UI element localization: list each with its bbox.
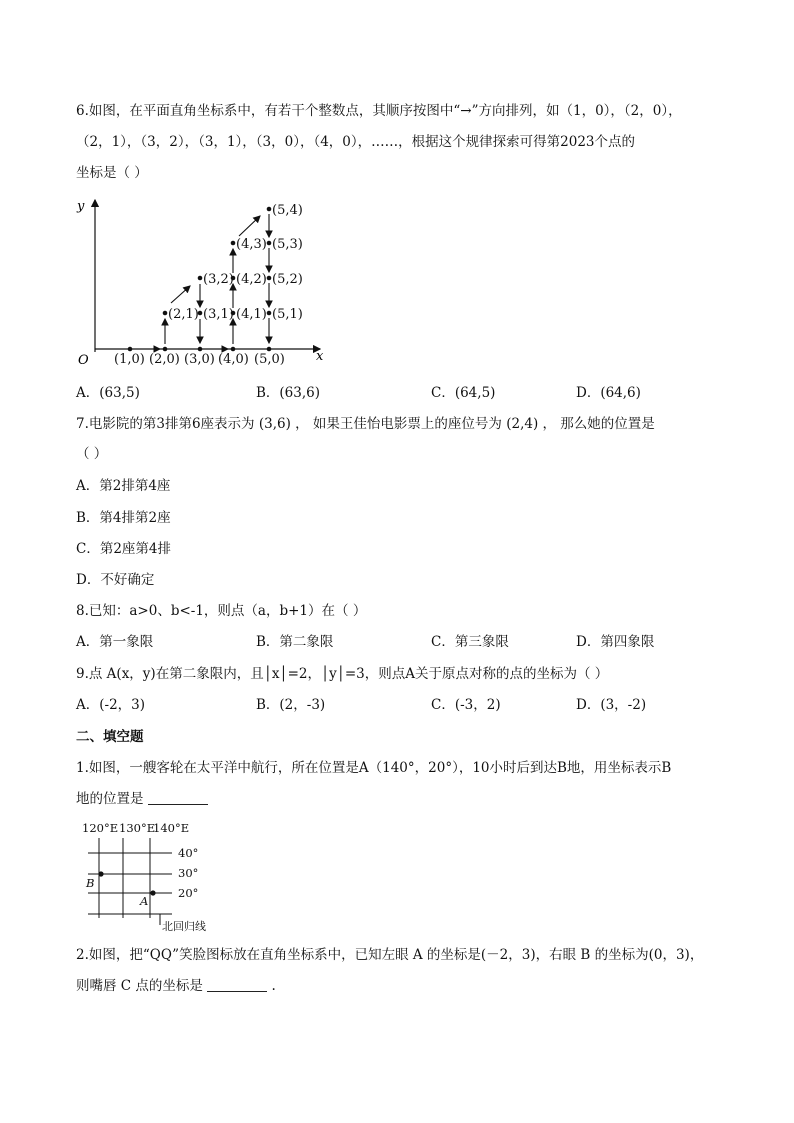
point-5-4 [267, 207, 272, 212]
q6-line3: 坐标是（ ） [76, 165, 148, 181]
arrow-2-1-to-3-2 [171, 286, 190, 303]
point-3-2 [198, 276, 203, 281]
point-3-0 [198, 347, 203, 352]
section-title: 二、填空题 [76, 729, 144, 745]
q6-option-d[interactable]: D．(64,6) [576, 385, 641, 401]
q8-option-c[interactable]: C．第三象限 [431, 634, 509, 650]
lat-20: 20° [178, 886, 199, 900]
label-4-0: (4,0) [218, 352, 249, 367]
f2-answer-blank[interactable] [207, 977, 267, 992]
point-b [98, 871, 103, 876]
q6-line1: 6.如图，在平面直角坐标系中，有若干个整数点，其顺序按图中“→”方向排列，如（1，0），（2，0）， [76, 103, 682, 119]
f1-answer-blank[interactable] [148, 790, 208, 805]
q9-option-c[interactable]: C．(-3，2) [431, 697, 501, 713]
label-1-0: (1,0) [114, 352, 145, 367]
q6-option-c[interactable]: C．(64,5) [431, 385, 496, 401]
origin-label: O [78, 353, 89, 368]
q9-line1: 9.点 A(x，y)在第二象限内，且│x│=2，│y│=3，则点A关于原点对称的点的坐标为（ ） [76, 666, 609, 682]
q8-option-a[interactable]: A．第一象限 [76, 634, 154, 650]
point-1-0 [128, 347, 133, 352]
lon-120: 120°E [82, 821, 119, 835]
q6-option-a[interactable]: A．(63,5) [76, 385, 140, 401]
q9-option-a[interactable]: A．(-2，3) [76, 697, 146, 713]
q6-option-b[interactable]: B．(63,6) [256, 385, 321, 401]
label-4-1: (4,1) [236, 307, 267, 322]
q7-option-b[interactable]: B．第4排第2座 [76, 510, 171, 526]
f1-line1: 1.如图，一艘客轮在太平洋中航行，所在位置是A（140°，20°），10小时后到达B地，用坐标表示B [76, 760, 672, 776]
point-2-1 [163, 311, 168, 316]
f2-line2 [76, 976, 276, 996]
q7-option-a[interactable]: A．第2排第4座 [76, 478, 171, 494]
arrow-4-3-to-5-4 [239, 216, 260, 236]
label-a: A [140, 894, 149, 908]
lon-140: 140°E [153, 821, 190, 835]
label-2-1: (2,1) [168, 307, 199, 322]
point-5-0 [267, 347, 272, 352]
q7-option-d[interactable]: D．不好确定 [76, 572, 155, 588]
q9-option-b[interactable]: B．(2，-3) [256, 697, 326, 713]
point-5-1 [267, 311, 272, 316]
label-5-2: (5,2) [272, 272, 303, 287]
label-5-1: (5,1) [272, 307, 303, 322]
f1-grid-figure [88, 838, 172, 925]
point-a [150, 890, 155, 895]
y-axis-label: y [77, 199, 85, 214]
q9-option-d[interactable]: D．(3，-2) [576, 697, 647, 713]
point-4-3 [231, 241, 236, 246]
f2-line2-text: 则嘴唇 C 点的坐标是 [76, 978, 203, 994]
q7-line1: 7.电影院的第3排第6座表示为 (3,6) ， 如果王佳怡电影票上的座位号为 (2,4) ， 那么她的位置是 [76, 416, 655, 432]
point-2-0 [163, 347, 168, 352]
lon-130: 130°E [119, 821, 156, 835]
f1-line2-text: 地的位置是 [76, 791, 144, 807]
f2-line1: 2.如图，把“QQ”笑脸图标放在直角坐标系中，已知左眼 A 的坐标是(－2，3)，右眼 B 的坐标为(0，3)， [76, 947, 704, 963]
label-b: B [86, 876, 95, 890]
point-5-3 [267, 241, 272, 246]
tropic-label: 北回归线 [162, 920, 206, 933]
label-4-3: (4,3) [236, 237, 267, 252]
label-5-3: (5,3) [272, 237, 303, 252]
q7-option-c[interactable]: C．第2座第4排 [76, 541, 172, 557]
label-2-0: (2,0) [149, 352, 180, 367]
label-5-0: (5,0) [254, 352, 285, 367]
label-5-4: (5,4) [272, 203, 303, 218]
label-3-2: (3,2) [203, 272, 234, 287]
q8-line1: 8.已知：a>0、b<-1，则点（a，b+1）在（ ） [76, 603, 367, 619]
point-5-2 [267, 276, 272, 281]
f1-line2 [76, 789, 208, 809]
x-axis-label: x [316, 349, 324, 364]
label-3-0: (3,0) [184, 352, 215, 367]
label-3-1: (3,1) [203, 307, 234, 322]
q6-line2: （2，1），（3，2），（3，1），（3，0），（4，0），……，根据这个规律探索可得第2023个点的 [76, 134, 635, 150]
f2-line2-end: . [271, 978, 276, 994]
point-4-0 [231, 347, 236, 352]
lat-30: 30° [178, 866, 199, 880]
q8-option-b[interactable]: B．第二象限 [256, 634, 334, 650]
lat-40: 40° [178, 846, 199, 860]
q8-option-d[interactable]: D．第四象限 [576, 634, 655, 650]
label-4-2: (4,2) [236, 272, 267, 287]
q7-line2: （ ） [76, 446, 108, 462]
